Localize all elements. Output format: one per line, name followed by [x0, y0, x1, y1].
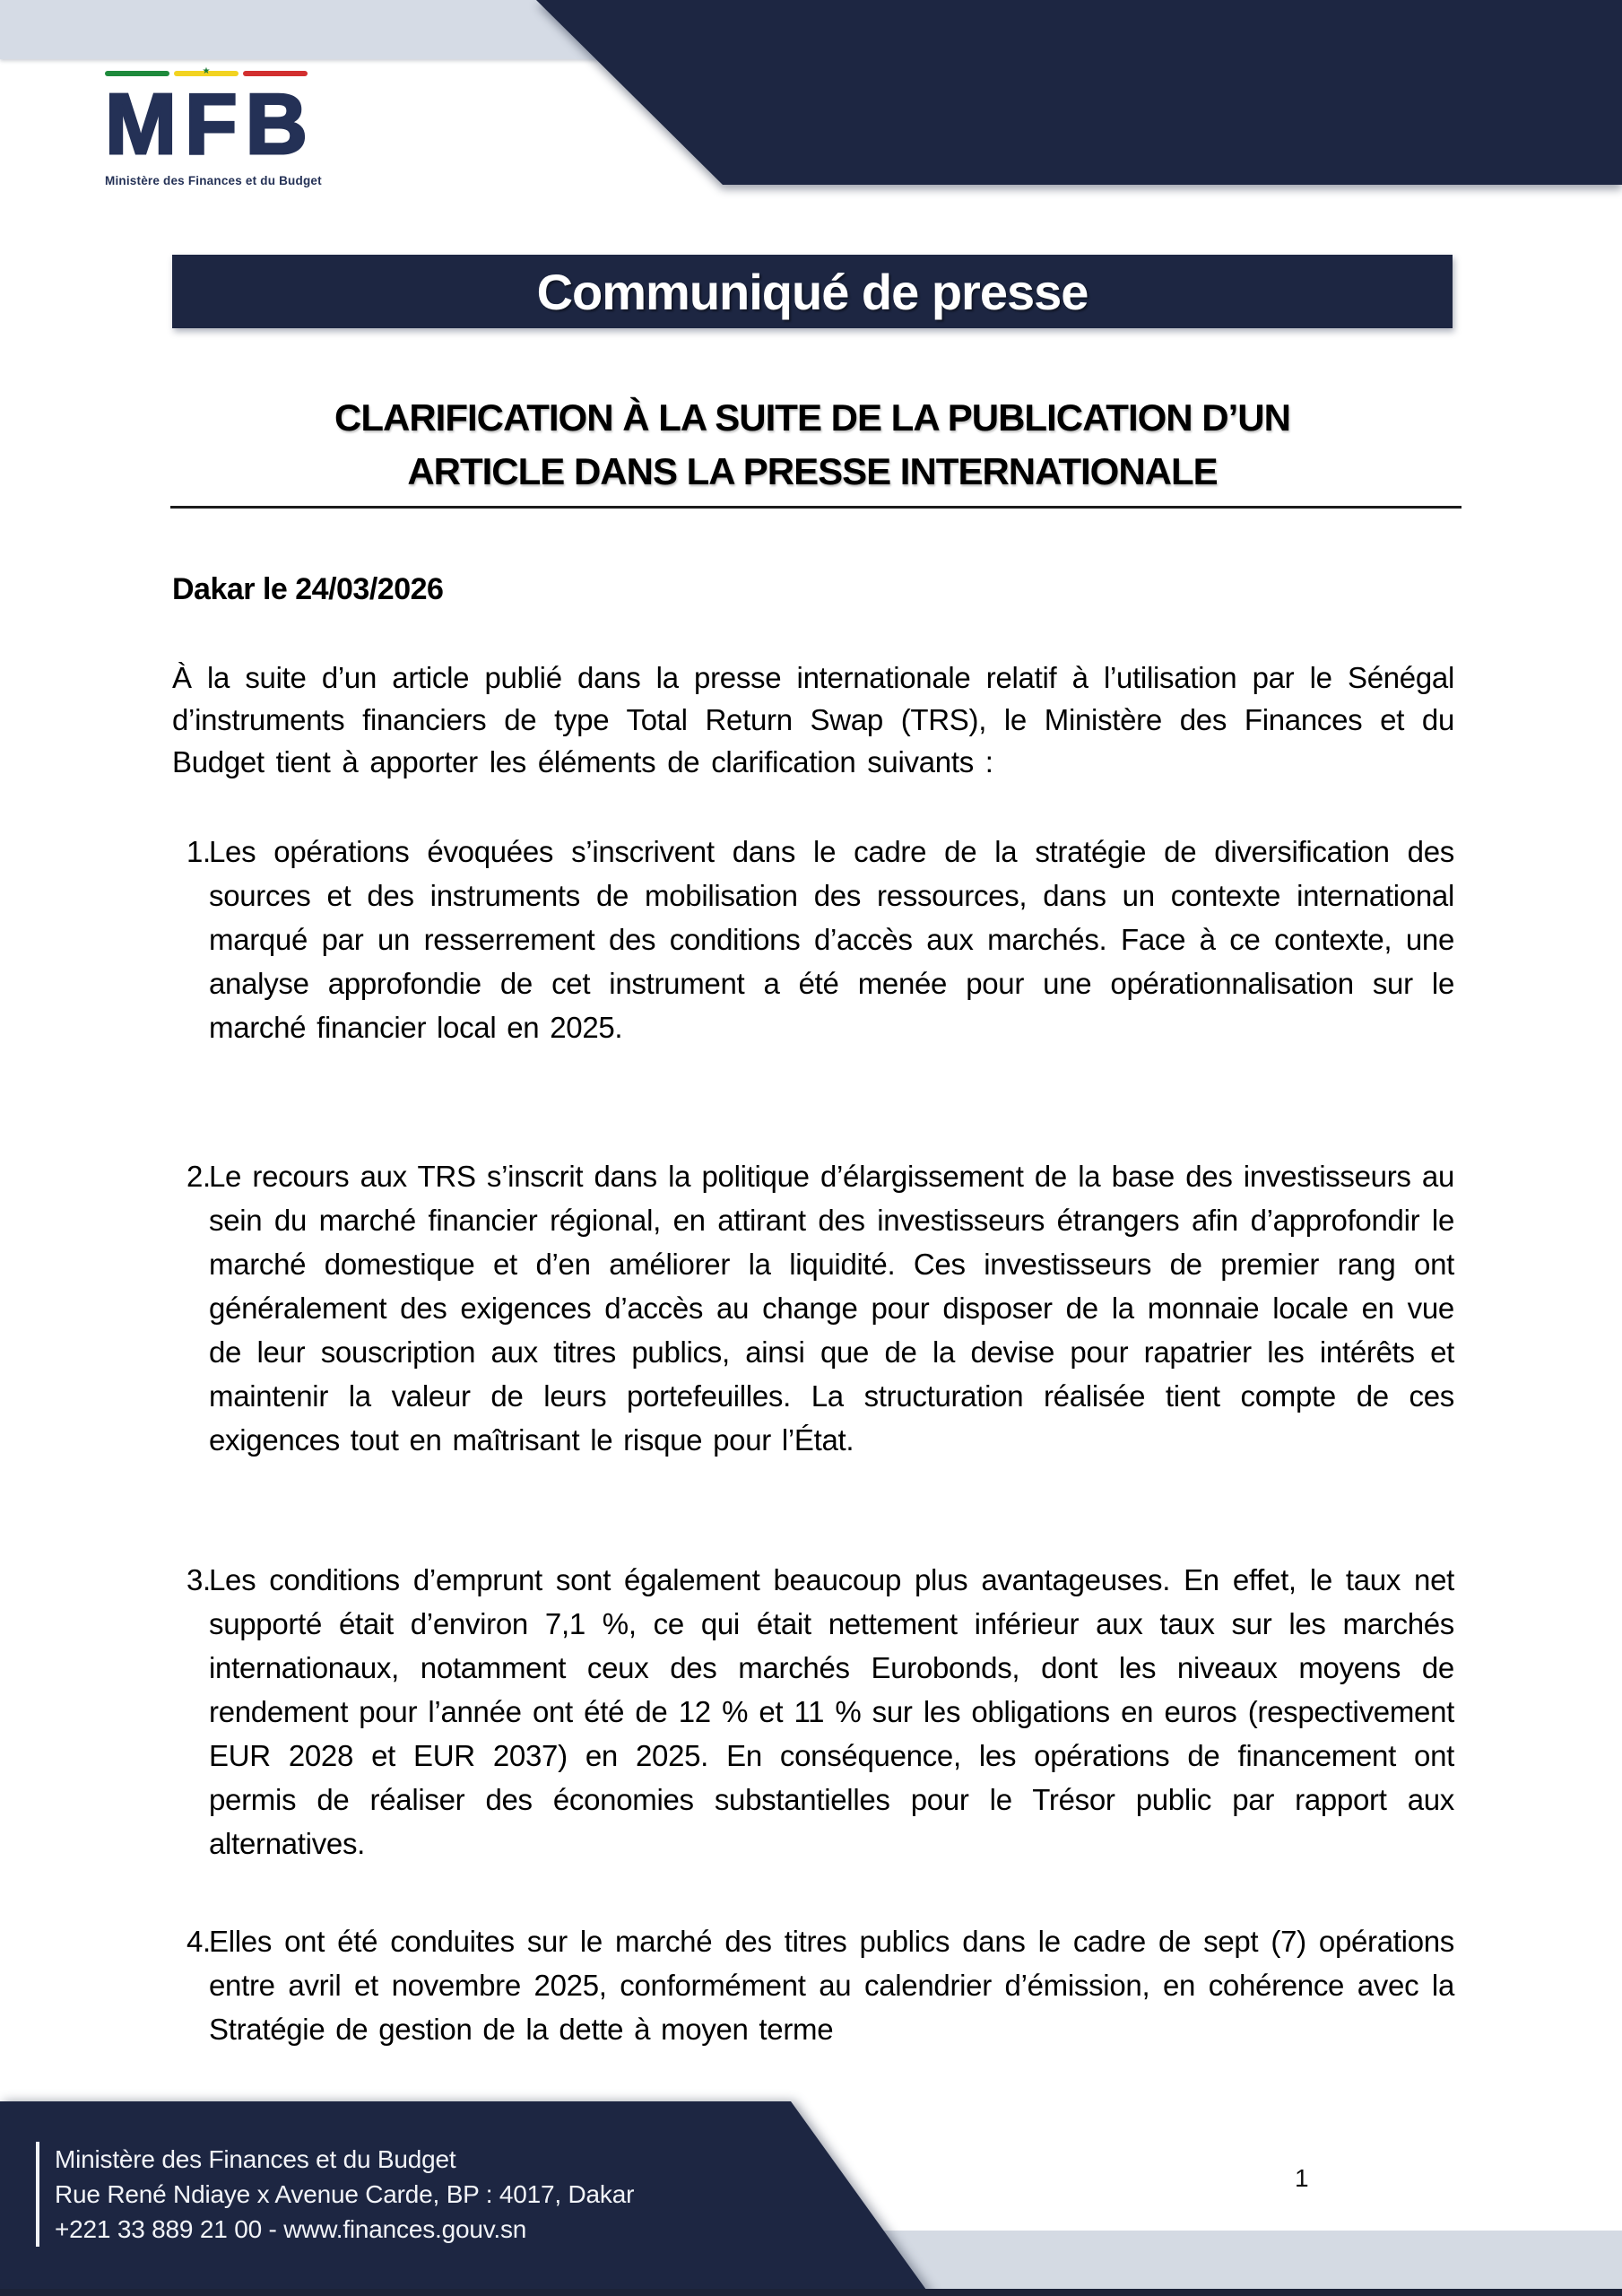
list-item-number: 4. — [186, 1925, 211, 1958]
flag-red-segment — [243, 71, 308, 76]
mfb-logo — [105, 66, 322, 187]
list-item — [172, 1154, 1454, 1462]
footer-phone-website: +221 33 889 21 00 - www.finances.gouv.sn — [55, 2215, 527, 2243]
footer-ministry-name: Ministère des Finances et du Budget — [55, 2145, 456, 2173]
banner-title: Communiqué de presse — [536, 263, 1089, 320]
list-item-number: 2. — [186, 1160, 211, 1193]
headline-line-1: CLARIFICATION À LA SUITE DE LA PUBLICATION D’UN — [334, 396, 1290, 439]
list-item — [172, 830, 1454, 1049]
logo-subtitle: Ministère des Finances et du Budget — [105, 174, 322, 187]
list-item-text: Elles ont été conduites sur le marché des titres publics dans le cadre de sept (7) opérations entre avril et novembre 2025, conformément au calendrier d’émission, en cohérence avec la Stratégie de gestion de la dette à moyen terme — [209, 1925, 1454, 2046]
flag-green-segment — [105, 71, 169, 76]
footer-contact-block — [36, 2142, 634, 2247]
list-item-text: Le recours aux TRS s’inscrit dans la politique d’élargissement de la base des investisseurs au sein du marché financier régional, en attirant des investisseurs étrangers afin d’approfondir le marché domestique et d’en améliorer la liquidité. Ces investisseurs de premier rang ont généralement des exigences d’accès au change pour disposer de la monnaie locale en vue de leur souscription aux titres publics, ainsi que de la devise pour rapatrier les intérêts et maintenir la valeur de leurs portefeuilles. La structuration réalisée tient compte de ces exigences tout en maîtrisant le risque pour l’État. — [209, 1160, 1454, 1457]
headline-line-2: ARTICLE DANS LA PRESSE INTERNATIONALE — [407, 450, 1218, 492]
logo-acronym: MFB — [105, 76, 316, 172]
list-item — [172, 1919, 1454, 2051]
footer-bottom-strip — [0, 2289, 1622, 2296]
press-release-banner — [172, 255, 1453, 328]
page-number: 1 — [1295, 2164, 1309, 2192]
list-item-text: Les conditions d’emprunt sont également beaucoup plus avantageuses. En effet, le taux net supporté était d’environ 7,1 %, ce qui était nettement inférieur aux taux sur les marchés internationaux, notamment ceux des marchés Eurobonds, dont les niveaux moyens de rendement pour l’année ont été de 12 % et 11 % sur les obligations en euros (respectivement EUR 2028 et EUR 2037) en 2025. En conséquence, les opérations de financement ont permis de réaliser des économies substantielles pour le Trésor public par rapport aux alternatives. — [209, 1563, 1454, 1860]
dateline: Dakar le 24/03/2026 — [172, 572, 444, 606]
headline-underline — [170, 506, 1462, 509]
footer-address: Rue René Ndiaye x Avenue Carde, BP : 4017, Dakar — [55, 2180, 635, 2208]
senegal-flag-stripe — [105, 66, 308, 76]
list-item-number: 3. — [186, 1563, 211, 1596]
list-item — [172, 1558, 1454, 1866]
list-item-text: Les opérations évoquées s’inscrivent dans le cadre de la stratégie de diversification des sources et des instruments de mobilisation des ressources, dans un contexte international marqué par un resserrement des conditions d’accès aux marchés. Face à ce contexte, une analyse approfondie de cet instrument a été menée pour une opérationnalisation sur le marché financier local en 2025. — [209, 835, 1454, 1044]
intro-paragraph: À la suite d’un article publié dans la presse internationale relatif à l’utilisation par le Sénégal d’instruments financiers de type Total Return Swap (TRS), le Ministère des Finances et du Budget tient à apporter les éléments de clarification suivants : — [172, 661, 1454, 778]
star-icon: ★ — [202, 66, 211, 76]
list-item-number: 1. — [186, 835, 211, 868]
headline — [167, 391, 1458, 499]
